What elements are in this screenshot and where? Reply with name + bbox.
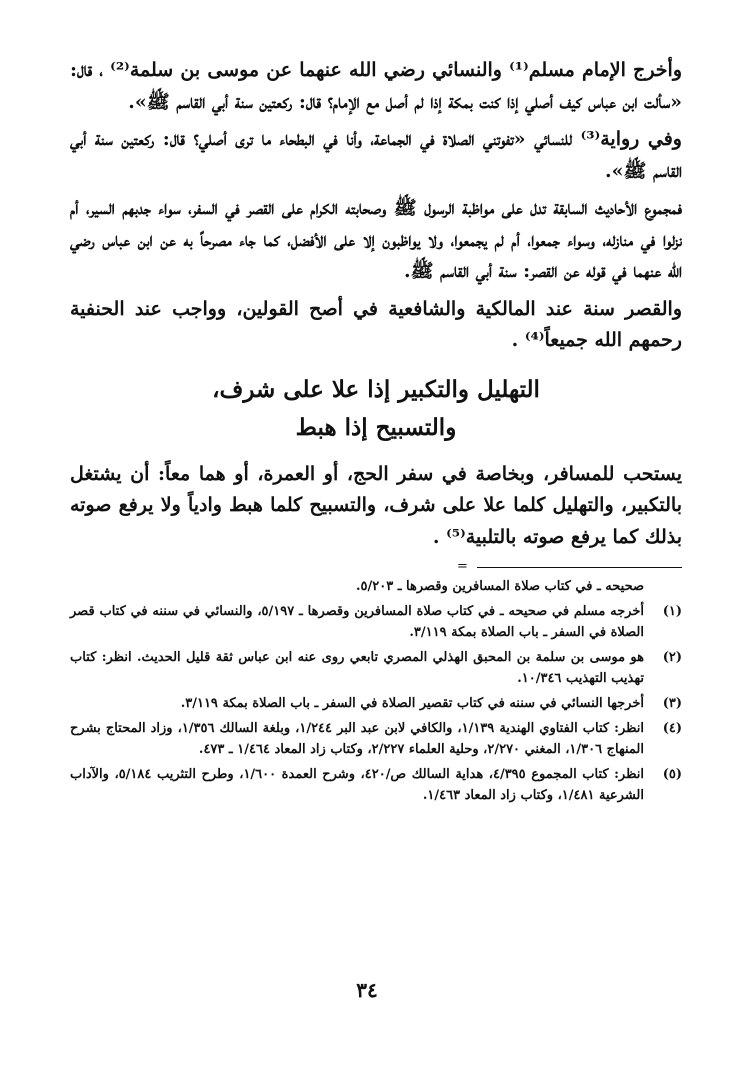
footnote-text: انظر: كتاب الفتاوي الهندية ١/١٣٩، والكافي لابن عبد البر ١/٢٤٤، وبلغة السالك ١/٣٥٦، وزاد المحتاج بشرح المنهاج ١/٣٠٦، المغني ٢/٢٧٠، وحلية العلماء ٢/٢٢٧، وكتاب زاد المعاد ١/٤٦٤ ـ ٤٧٣. — [70, 721, 645, 757]
section-heading-line-1: التهليل والتكبير إذا علا على شرف، — [212, 375, 540, 403]
footnote-divider — [457, 559, 682, 574]
footnote-3 — [70, 693, 682, 714]
footnote-number: (٣) — [662, 696, 682, 711]
section-paragraph: يستحب للمسافر، وبخاصة في سفر الحج، أو العمرة، أو هما معاً: أن يشتغل بالتكبير، والتهليل كلما علا على شرف، والتسبيح كلما هبط وادياً ولا يرفع صوته بذلك كما يرفع صوته بالتلبية⁽⁵⁾ . — [70, 462, 682, 548]
footnote-text: أخرجها النسائي في سننه في كتاب تقصير الصلاة في السفر ـ باب الصلاة بمكة ٣/١١٩. — [180, 696, 644, 711]
section-heading — [70, 371, 682, 447]
footnote-continuation-mark: = — [457, 559, 468, 574]
section-heading-line-2: والتسبيح إذا هبط — [295, 413, 457, 441]
footnote-number: (٥) — [662, 767, 682, 782]
footnote-number: (٤) — [662, 721, 682, 736]
footnote-text: انظر: كتاب المجموع ٤/٣٩٥، هداية السالك ص/٤٢٠، وشرح العمدة ١/٦٠٠، وطرح التثريب ٥/١٨٤، والآداب الشرعية ١/٤٨١، وكتاب زاد المعاد ١/٤٦٣. — [70, 767, 644, 803]
footnote-number: (١) — [662, 604, 682, 619]
body-paragraph-1: وأخرج الإمام مسلم⁽¹⁾ والنسائي رضي الله عنهما عن موسى بن سلمة⁽²⁾ ، قال: «سألت ابن عباس كيف أصلي إذا كنت بمكة إذا لم أصل مع الإمام؟ قال: ركعتين سنة أبي القاسم ﷺ». — [70, 59, 682, 113]
body-paragraph-4: والقصر سنة عند المالكية والشافعية في أصح القولين، وواجب عند الحنفية رحمهم الله جميعاً⁽⁴⁾ . — [70, 297, 682, 351]
footnote-number: (٢) — [662, 650, 682, 665]
page-body — [70, 55, 682, 810]
footnote-number — [644, 576, 682, 597]
footnote-text: أخرجه مسلم في صحيحه ـ في كتاب صلاة المسافرين وقصرها ـ ٥/١٩٧، والنسائي في سننه في كتاب قصر الصلاة في السفر ـ باب الصلاة بمكة ٣/١١٩. — [70, 604, 644, 640]
footnote-text: صحيحه ـ في كتاب صلاة المسافرين وقصرها ـ ٥/٢٠٣. — [355, 579, 644, 594]
footnote-5 — [70, 764, 682, 806]
footnote-text: هو موسى بن سلمة بن المحبق الهذلي المصري تابعي روى عنه ابن عباس ثقة قليل الحديث. انظر: كتاب تهذيب التهذيب ١٠/٣٤٦. — [70, 650, 644, 686]
footnote-4 — [70, 718, 682, 760]
body-paragraph-3: فمجموع الأحاديث السابقة تدل على مواظبة الرسول ﷺ وصحابته الكرام على القصر في السفر، سواء جدبهم السير، أم نزلوا في منازله، وسواء جمعوا، أم لم يجمعوا، ولا يواظبون إلا على الأفضل، كما جاء مصرحاً به عن ابن عباس رضي الله عنهما في قوله عن القصر: سنة أبي القاسم ﷺ. — [70, 197, 682, 282]
body-paragraph-2: وفي رواية⁽³⁾ للنسائي «تفوتني الصلاة في الجماعة، وأنا في البطحاء ما ترى أصلي؟ قال: ركعتين سنة أبي القاسم ﷺ». — [70, 128, 682, 182]
footnotes — [70, 576, 682, 806]
footnote-continued — [70, 576, 682, 597]
page-number: ٣٤ — [356, 978, 378, 1002]
footnote-1 — [70, 601, 682, 643]
footnote-2 — [70, 647, 682, 689]
